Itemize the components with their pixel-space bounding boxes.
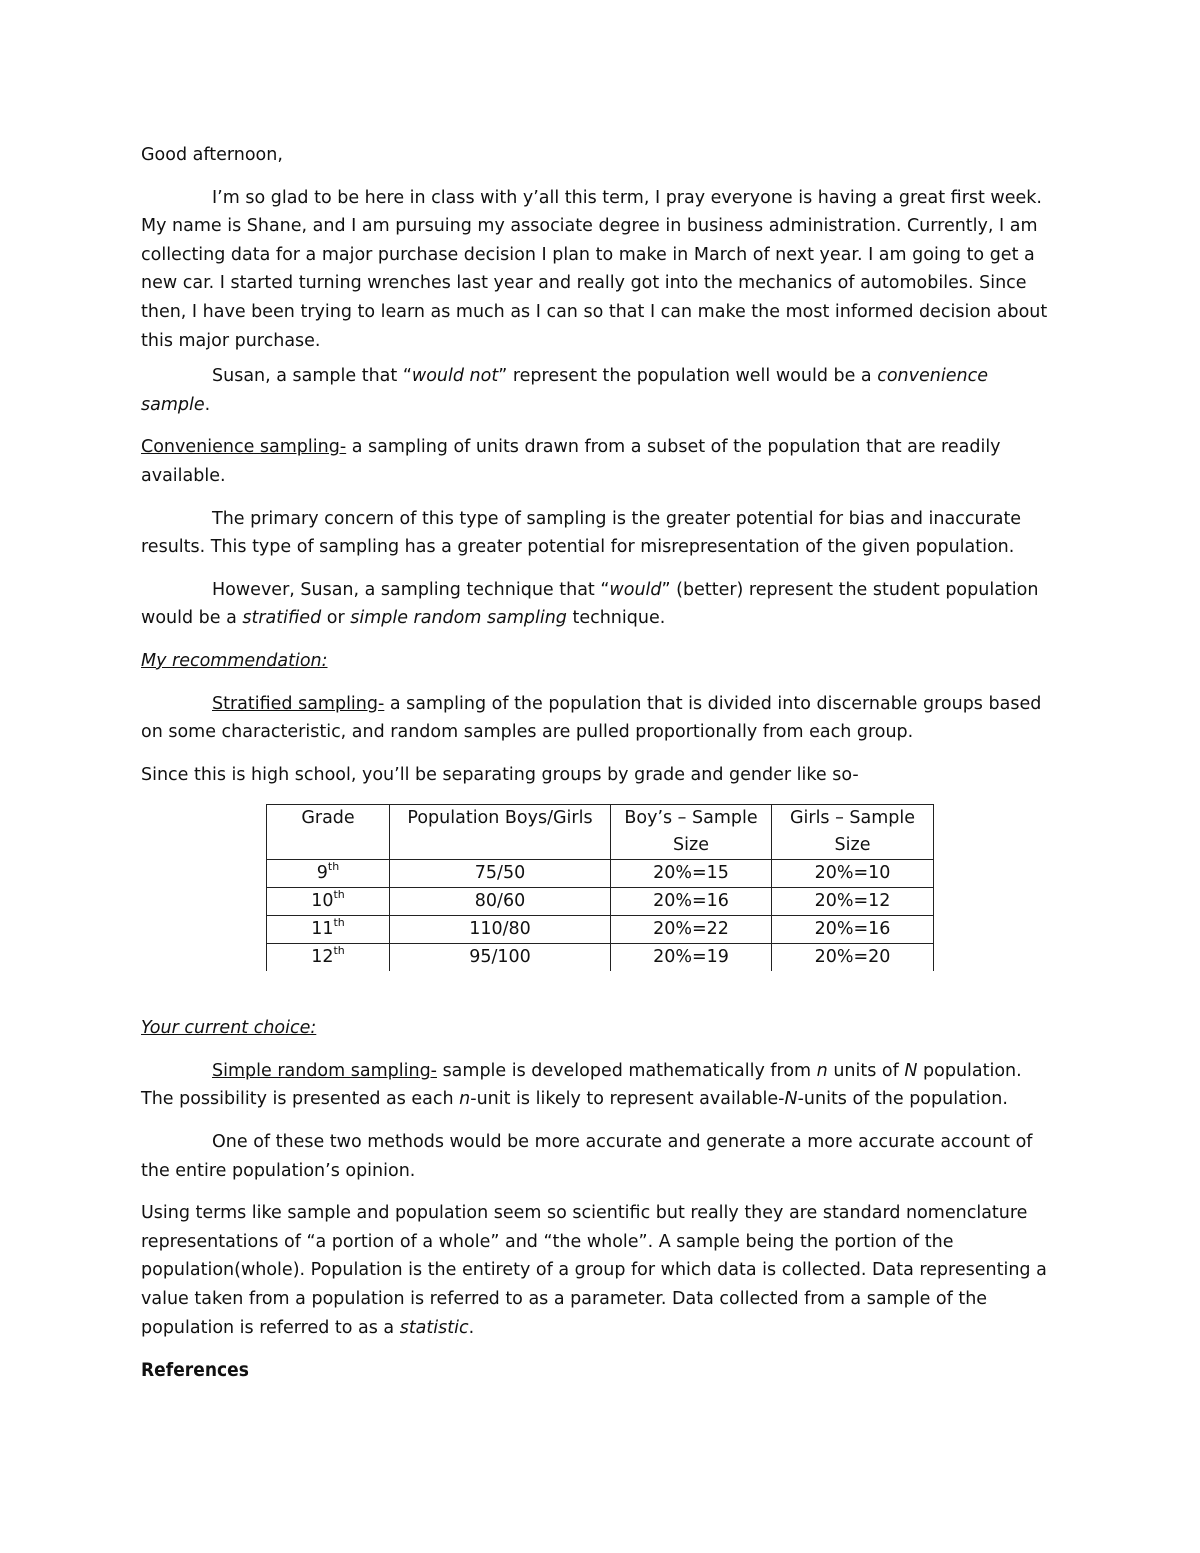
accuracy-paragraph: One of these two methods would be more accurate and generate a more accurate account of the entire population’s opinion.: [141, 1132, 1033, 1181]
population-cell: 95/100: [390, 944, 611, 972]
population-cell: 80/60: [390, 888, 611, 916]
boys-sample-cell: 20%=19: [611, 944, 772, 972]
grade-cell: 12th: [267, 944, 390, 972]
susan-paragraph: Susan, a sample that “would not” represent the population well would be a convenience sample.: [141, 366, 988, 415]
however-paragraph: However, Susan, a sampling technique that “would” (better) represent the student population would be a stratified or simple random sampling technique.: [141, 579, 1039, 629]
header-girls-sample: Girls – Sample Size: [772, 805, 934, 860]
sample-size-table: [266, 804, 934, 971]
table-row: [267, 888, 934, 916]
stratified-term: Stratified sampling-: [212, 693, 385, 714]
boys-sample-cell: 20%=16: [611, 888, 772, 916]
stratified-definition: Stratified sampling- a sampling of the population that is divided into discernable groups based on some characteristic, and random samples are pulled proportionally from each group.: [141, 693, 1042, 743]
simple-random-definition: Simple random sampling- sample is developed mathematically from n units of N population. The possibility is presented as each n-unit is likely to represent available-N-units of the population.: [141, 1060, 1022, 1110]
recommendation-heading: My recommendation:: [141, 650, 328, 671]
intro-paragraph: I’m so glad to be here in class with y’all this term, I pray everyone is having a great first week. My name is Shane, and I am pursuing my associate degree in business administration. Currently, I am collecting data for a major purchase decision I plan to make in March of next year. I am going to get a new car. I started turning wrenches last year and really got into the mechanics of automobiles. Since then, I have been trying to learn as much as I can so that I can make the most informed decision about this major purchase.: [141, 187, 1048, 351]
header-grade: Grade: [267, 805, 390, 860]
population-cell: 75/50: [390, 860, 611, 888]
greeting: Good afternoon,: [141, 145, 283, 165]
girls-sample-cell: 20%=12: [772, 888, 934, 916]
table-header-row: [267, 805, 934, 860]
current-choice-heading: Your current choice:: [141, 1018, 317, 1039]
girls-sample-cell: 20%=20: [772, 944, 934, 972]
boys-sample-cell: 20%=15: [611, 860, 772, 888]
population-cell: 110/80: [390, 916, 611, 944]
convenience-term: Convenience sampling-: [141, 437, 347, 458]
table-row: [267, 860, 934, 888]
table-row: [267, 916, 934, 944]
grade-cell: 10th: [267, 888, 390, 916]
header-population: Population Boys/Girls: [390, 805, 611, 860]
since-line: Since this is high school, you’ll be separating groups by grade and gender like so-: [141, 764, 859, 785]
concern-paragraph: The primary concern of this type of sampling is the greater potential for bias and inaccurate results. This type of sampling has a greater potential for misrepresentation of the given population.: [141, 508, 1022, 558]
grade-cell: 11th: [267, 916, 390, 944]
header-boys-sample: Boy’s – Sample Size: [611, 805, 772, 860]
document-page: [141, 141, 1059, 1385]
simple-random-term: Simple random sampling-: [212, 1060, 437, 1081]
convenience-definition: Convenience sampling- a sampling of units drawn from a subset of the population that are readily available.: [141, 437, 1001, 486]
girls-sample-cell: 20%=10: [772, 860, 934, 888]
boys-sample-cell: 20%=22: [611, 916, 772, 944]
references-heading: References: [141, 1359, 249, 1382]
table-row: [267, 944, 934, 972]
terms-paragraph: Using terms like sample and population seem so scientific but really they are standard nomenclature representations of “a portion of a whole” and “the whole”. A sample being the portion of the population(whole). Population is the entirety of a group for which data is collected. Data representing a value taken from a population is referred to as a parameter. Data collected from a sample of the population is referred to as a statistic.: [141, 1203, 1047, 1338]
grade-cell: 9th: [267, 860, 390, 888]
sample-table-wrapper: [266, 804, 1059, 971]
girls-sample-cell: 20%=16: [772, 916, 934, 944]
